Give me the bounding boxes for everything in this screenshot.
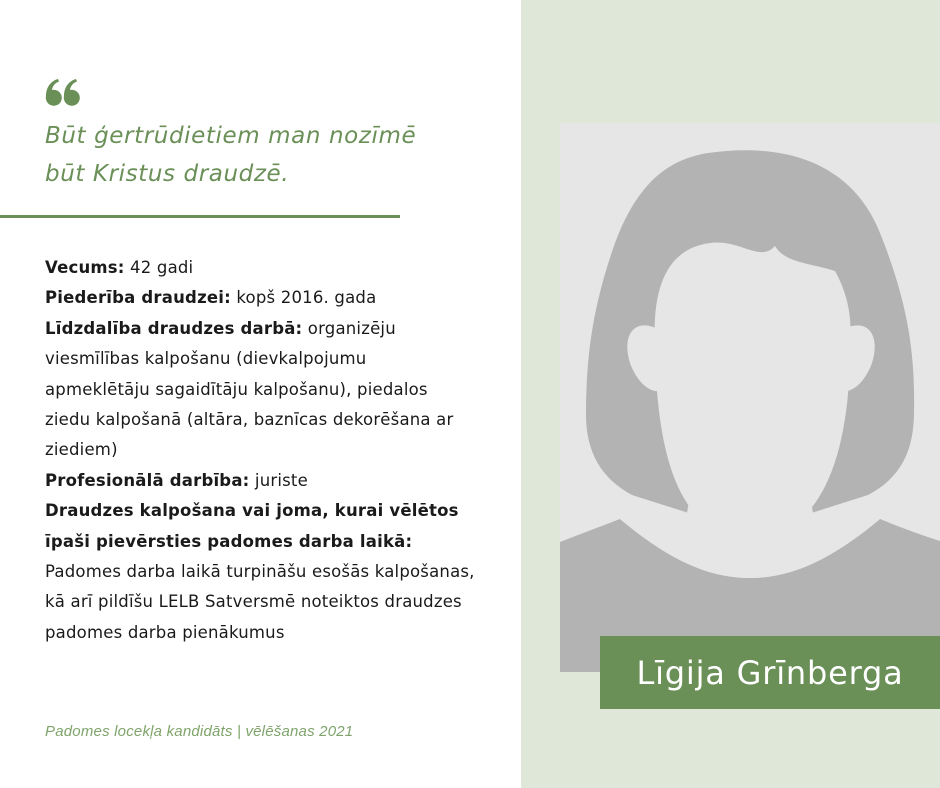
quote-text <box>45 117 485 193</box>
age-label: Vecums: <box>45 258 125 277</box>
participation-value: organizēju viesmīlības kalpošanu (dievkalpojumu apmeklētāju sagaidītāju kalpošanu), piedalos ziedu kalpošanā (altāra, baznīcas dekorēšana ar ziediem) <box>45 318 454 460</box>
membership-value: kopš 2016. gada <box>230 288 377 308</box>
age-value: 42 gadi <box>124 258 194 277</box>
profession-row <box>45 466 475 496</box>
focus-value: Padomes darba laikā turpināšu esošās kalpošanas, kā arī pildīšu LELB Satversmē noteiktos draudzes padomes darba pienākumus <box>45 562 475 642</box>
membership-label: Piederība draudzei: <box>45 288 231 308</box>
footer-caption: Padomes locekļa kandidāts | vēlēšanas 2021 <box>45 723 354 740</box>
focus-row <box>45 496 475 648</box>
membership-row <box>45 283 475 313</box>
candidate-details <box>45 253 475 648</box>
participation-label: Līdzdalība draudzes darbā: <box>45 318 303 338</box>
section-divider <box>0 215 400 218</box>
person-name: Līgija Grīnberga <box>636 653 904 692</box>
quote-line-1: Būt ģertrūdietiem man nozīmē <box>45 123 417 149</box>
person-placeholder-icon <box>560 123 940 672</box>
profession-value: juriste <box>249 470 308 490</box>
person-name-plate <box>600 636 940 709</box>
age-row <box>45 253 475 283</box>
quote-open-icon <box>44 78 80 106</box>
participation-row <box>45 314 475 466</box>
profession-label: Profesionālā darbība: <box>45 470 250 490</box>
focus-label: Draudzes kalpošana vai joma, kurai vēlētos īpaši pievērsties padomes darba laikā: <box>45 501 459 551</box>
quote-line-2: būt Kristus draudzē. <box>45 161 290 187</box>
